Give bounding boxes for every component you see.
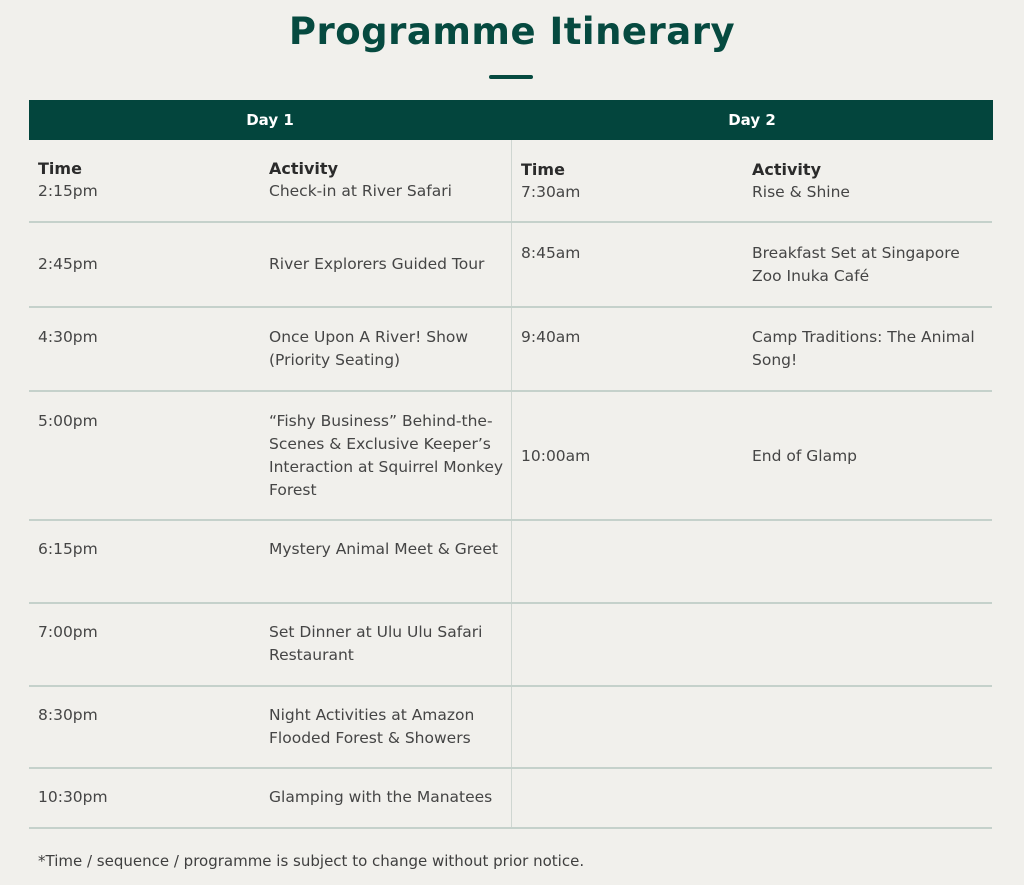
row-separator	[29, 519, 992, 521]
day1-row-activity: Set Dinner at Ulu Ulu Safari Restaurant	[269, 623, 483, 664]
page-title: Programme Itinerary	[288, 10, 736, 53]
day1-row-activity: Check-in at River Safari	[269, 182, 452, 200]
day1-row-time: 2:45pm	[38, 255, 98, 273]
day2-time-header: Time	[521, 160, 565, 179]
row-separator	[29, 685, 992, 687]
day1-row-time: 2:15pm	[38, 182, 98, 200]
day1-row-activity: “Fishy Business” Behind-the-Scenes & Exclusive Keeper’s Interaction at Squirrel Monkey Forest	[269, 412, 504, 499]
day2-row-time: 8:45am	[521, 244, 581, 262]
day-header-bar	[29, 100, 993, 140]
day1-row-time: 6:15pm	[38, 540, 98, 558]
day2-row-time: 9:40am	[521, 328, 581, 346]
row-separator	[29, 390, 992, 392]
day2-row-time: 7:30am	[521, 183, 581, 201]
day2-header: Day 2	[728, 111, 776, 129]
day1-activity-header: Activity	[269, 159, 338, 178]
column-divider	[511, 140, 512, 828]
day1-row-time: 5:00pm	[38, 412, 98, 430]
row-separator	[29, 221, 992, 223]
day1-row-activity: Once Upon A River! Show (Priority Seating)	[269, 328, 469, 369]
row-separator	[29, 767, 992, 769]
day1-row-time: 10:30pm	[38, 788, 108, 806]
row-separator	[29, 827, 992, 829]
day1-row-activity: Mystery Animal Meet & Greet	[269, 540, 498, 558]
row-separator	[29, 602, 992, 604]
day1-row-activity: Night Activities at Amazon Flooded Forest & Showers	[269, 706, 475, 747]
day1-row-time: 7:00pm	[38, 623, 98, 641]
day1-row-activity: Glamping with the Manatees	[269, 788, 493, 806]
title-underline	[489, 75, 533, 79]
day2-row-activity: Rise & Shine	[752, 183, 850, 201]
row-separator	[29, 306, 992, 308]
day1-header: Day 1	[246, 111, 294, 129]
day2-row-time: 10:00am	[521, 447, 591, 465]
day2-row-activity: Breakfast Set at Singapore Zoo Inuka Café	[752, 244, 960, 285]
day1-row-time: 4:30pm	[38, 328, 98, 346]
footnote: *Time / sequence / programme is subject to change without prior notice.	[38, 852, 585, 870]
day1-row-time: 8:30pm	[38, 706, 98, 724]
day2-row-activity: End of Glamp	[752, 447, 858, 465]
day1-time-header: Time	[38, 159, 82, 178]
day1-row-activity: River Explorers Guided Tour	[269, 255, 485, 273]
day2-activity-header: Activity	[752, 160, 821, 179]
day2-row-activity: Camp Traditions: The Animal Song!	[752, 328, 975, 369]
